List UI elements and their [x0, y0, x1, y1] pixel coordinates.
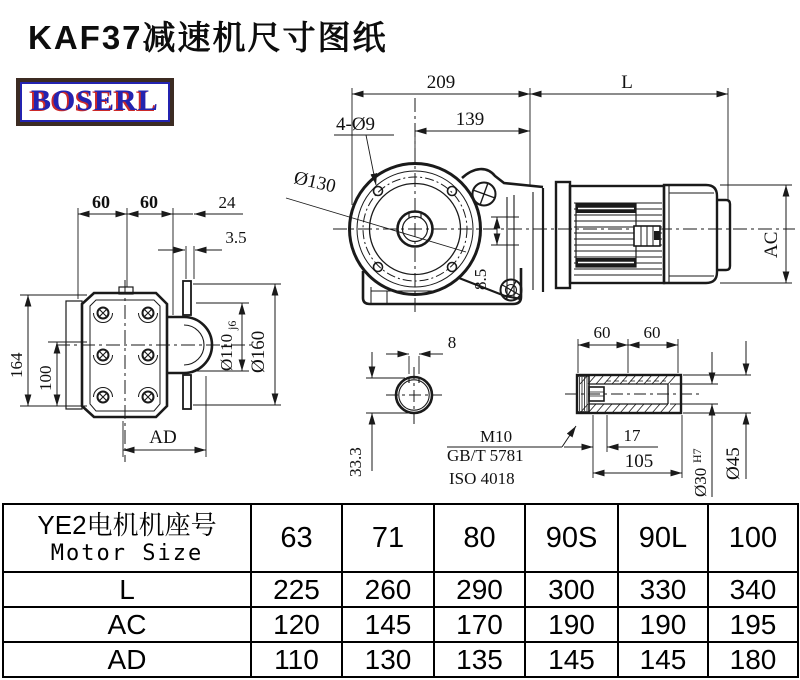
table-cell: 300 [525, 572, 618, 607]
header-cn: YE2电机机座号 [37, 509, 217, 540]
table-cell: 120 [251, 607, 342, 642]
dim-L: L [621, 72, 633, 93]
table-cell: 130 [342, 642, 434, 677]
dim-60a: 60 [92, 192, 110, 212]
column-header: 90S [525, 504, 618, 572]
table-cell: 260 [342, 572, 434, 607]
table-cell: 340 [708, 572, 798, 607]
dim-d110: Ø110 [217, 333, 236, 371]
row-label: L [3, 572, 251, 607]
dim-d30-fit: H7 [690, 448, 704, 463]
bolt-hole [448, 187, 457, 196]
table-cell: 145 [618, 642, 708, 677]
column-header: 90L [618, 504, 708, 572]
page-title: KAF37减速机尺寸图纸 [28, 19, 388, 56]
dim-100: 100 [36, 365, 55, 391]
table-cell: 145 [342, 607, 434, 642]
table-cell: 195 [708, 607, 798, 642]
table-cell: 145 [525, 642, 618, 677]
row-label: AC [3, 607, 251, 642]
dim-AC: AC [761, 231, 782, 258]
dim-d110-fit: j6 [225, 320, 239, 330]
column-header: 80 [434, 504, 525, 572]
table-cell: 190 [618, 607, 708, 642]
dim-139: 139 [455, 109, 485, 130]
header-en: Motor Size [50, 541, 204, 567]
row-label: AD [3, 642, 251, 677]
column-header: 71 [342, 504, 434, 572]
fan-cover [664, 185, 717, 283]
dim-8: 8 [447, 333, 457, 352]
table-row [3, 642, 798, 677]
table-cell: 290 [434, 572, 525, 607]
table-cell: 135 [434, 642, 525, 677]
dim-AD: AD [149, 427, 177, 448]
table-header-row [3, 504, 798, 572]
table-cell: 330 [618, 572, 708, 607]
note-gbt: GB/T 5781 [447, 446, 524, 465]
key-cross-section [366, 352, 443, 471]
dim-8p5: 8.5 [471, 268, 490, 290]
note-m10: M10 [480, 427, 513, 446]
table-cell: 170 [434, 607, 525, 642]
dim-d45: Ø45 [723, 447, 744, 480]
dim-4xd9: 4-Ø9 [336, 114, 376, 135]
dim-60d: 60 [643, 323, 661, 342]
dim-d160: Ø160 [248, 330, 269, 373]
column-header: 100 [708, 504, 798, 572]
note-iso: ISO 4018 [449, 469, 515, 488]
dim-3p5: 3.5 [225, 228, 247, 247]
dim-209: 209 [426, 72, 456, 93]
dim-24: 24 [218, 193, 236, 212]
bolt-hole [374, 263, 383, 272]
dim-60c: 60 [593, 323, 611, 342]
dim-d130: Ø130 [291, 167, 338, 198]
column-header: 63 [251, 504, 342, 572]
motor-size-table [2, 503, 799, 678]
table-cell: 225 [251, 572, 342, 607]
dim-164: 164 [7, 352, 26, 378]
bolt-hole [374, 187, 383, 196]
dim-60b: 60 [140, 192, 158, 212]
dim-d30: Ø30 [691, 467, 710, 497]
dim-105: 105 [624, 451, 654, 472]
table-row [3, 607, 798, 642]
dim-17: 17 [623, 426, 641, 445]
table-header-motor-size [3, 504, 251, 572]
dim-33p3: 33.3 [346, 447, 365, 477]
table-cell: 110 [251, 642, 342, 677]
table-row [3, 572, 798, 607]
brand-logo-text: BOSERL [31, 84, 159, 117]
bolt-hole [448, 263, 457, 272]
table-cell: 180 [708, 642, 798, 677]
table-cell: 190 [525, 607, 618, 642]
